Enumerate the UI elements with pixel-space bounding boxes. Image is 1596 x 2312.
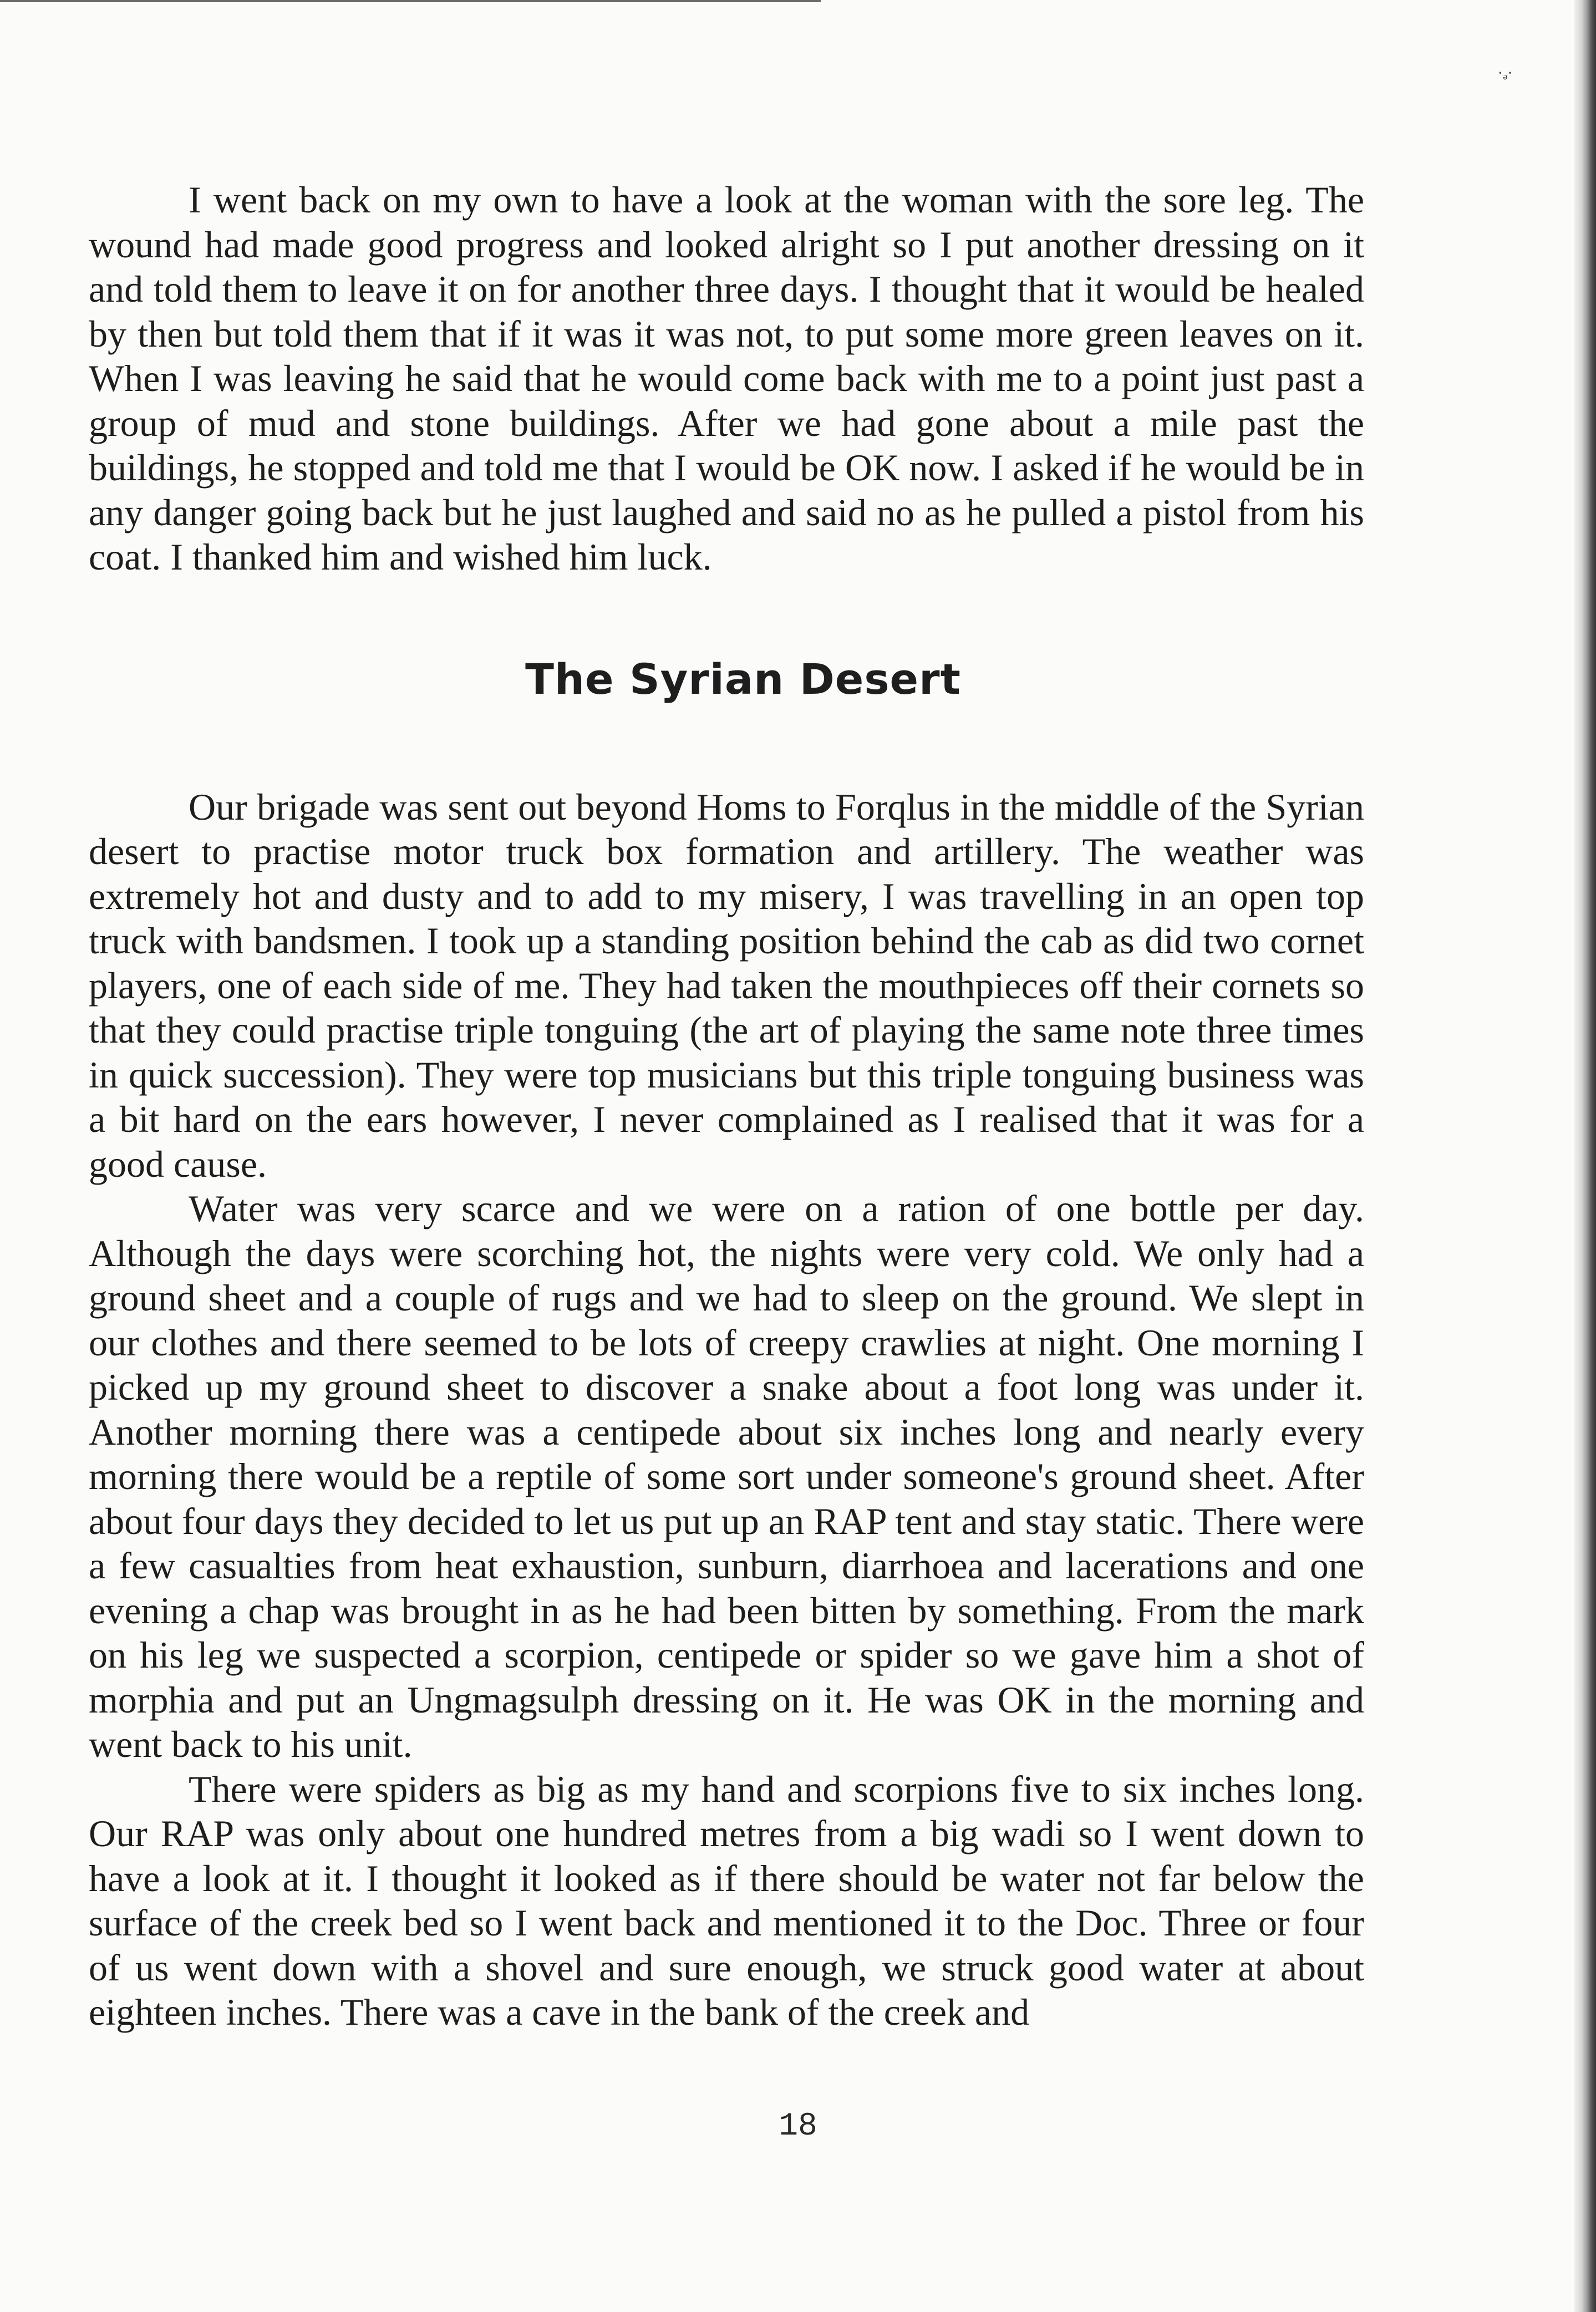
section-heading: The Syrian Desert (525, 654, 961, 704)
paragraph-spiders-wadi: There were spiders as big as my hand and scorpions five to six inches long. Our RAP was only about one hundred metres from a big wadi so I went down to have a look at it. I thought it looked as if there should be water not far below the surface of the creek bed so I went back and mentioned it to the Doc. Three or four of us went down with a shovel and sure enough, we struck good water at about eighteen inches. There was a cave in the bank of the creek and (89, 1767, 1364, 2033)
page-number: 18 (779, 2108, 817, 2145)
paragraph-water-scarce: Water was very scarce and we were on a ration of one bottle per day. Although the days were scorching hot, the nights were very cold. We only had a ground sheet and a couple of rugs and we had to sleep on the ground. We slept in our clothes and there seemed to be lots of creepy crawlies at night. One morning I picked up my ground sheet to discover a snake about a foot long was under it. Another morning there was a centipede about six inches long and nearly every morning there would be a reptile of some sort under someone's ground sheet. After about four days they decided to let us put up an RAP tent and stay static. There were a few casualties from heat exhaustion, sunburn, diarrhoea and lacerations and one evening a chap was brought in as he had been bitten by something. From the mark on his leg we suspected a scorpion, centipede or spider so we gave him a shot of morphia and put an Ungmagsulph dressing on it. He was OK in the morning and went back to his unit. (89, 1187, 1364, 1765)
scan-top-rule (0, 0, 821, 2)
paragraph-woman-sore-leg: I went back on my own to have a look at the woman with the sore leg. The wound had made good progress and looked alright so I put another dressing on it and told them to leave it on for another three days. I thought that it would be healed by then but told them that if it was it was not, to put some more green leaves on it. When I was leaving he said that he would come back with me to a point just past a group of mud and stone buildings. After we had gone about a mile past the buildings, he stopped and told me that I would be OK now. I asked if he would be in any danger going back but he just laughed and said no as he pulled a pistol from his coat. I thanked him and wished him luck. (89, 179, 1364, 578)
scan-binding-edge (1574, 0, 1596, 2312)
paragraph-brigade-forqlus: Our brigade was sent out beyond Homs to Forqlus in the middle of the Syrian desert to practise motor truck box formation and artillery. The weather was extremely hot and dusty and to add to my misery, I was travelling in an open top truck with bandsmen. I took up a standing position behind the cab as did two cornet players, one of each side of me. They had taken the mouthpieces off their cornets so that they could practise triple tonguing (the art of playing the same note three times in quick succession). They were top musicians but this triple tonguing business was a bit hard on the ears however, I never complained as I realised that it was for a good cause. (89, 785, 1364, 1185)
scan-speck: ·ₔ· (1497, 64, 1513, 82)
page-body (89, 177, 1364, 2035)
